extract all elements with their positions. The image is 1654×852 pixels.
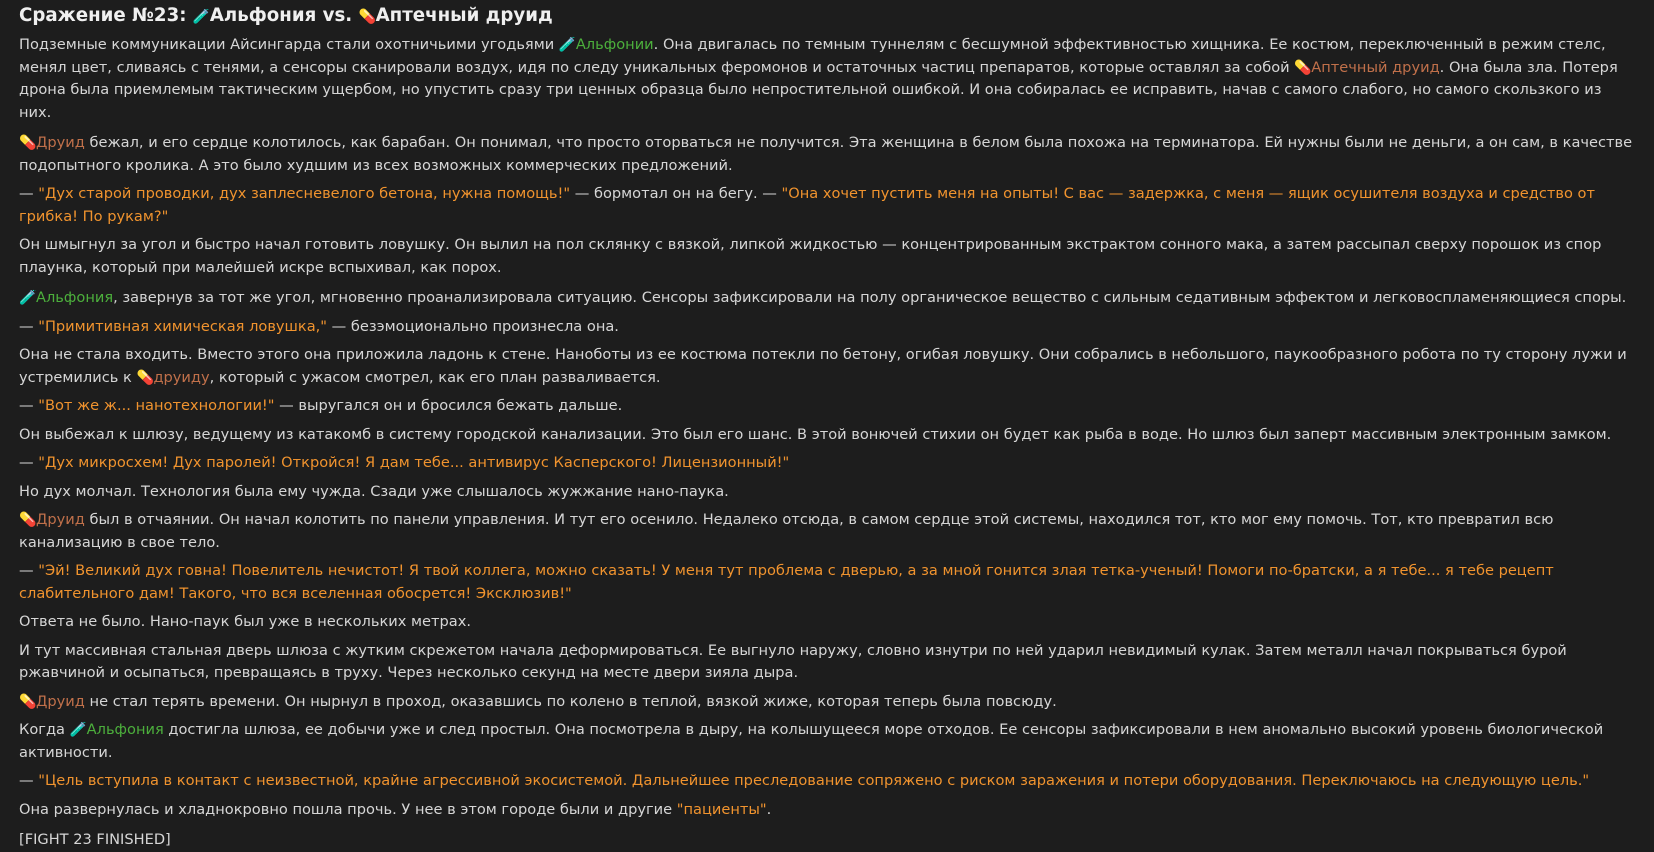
story-text: — бормотал он на бегу. — (570, 185, 782, 202)
pill-icon: 💊 (136, 369, 154, 386)
druid-link: Аптечный друид (1311, 58, 1440, 76)
story-text: был в отчаянии. Он начал колотить по панели управления. И тут его осенило. Недалеко отсюда, в самом сердце этой системы, находился тот, кто мог ему помочь. Тот, кто превратил всю канализацию в свое тело. (19, 511, 1554, 551)
story-paragraph (19, 424, 1636, 447)
speech-quote: "Эй! Великий дух говна! Повелитель нечистот! Я твой коллега, можно сказать! У меня тут проблема с дверью, а за мной гонится злая тетка-ученый! Помоги по-братски, а я тебе... я тебе рецепт слабительного дам! Такого, что вся вселенная обосрется! Эксклюзив!" (19, 562, 1554, 602)
pill-icon: 💊 (19, 693, 37, 710)
story-text: Она развернулась и хладнокровно пошла прочь. У нее в этом городе были и другие (19, 800, 677, 818)
story-text: Ответа не было. Нано-паук был уже в нескольких метрах. (19, 613, 471, 630)
story-paragraph (19, 132, 1636, 177)
story-text: — (19, 772, 39, 789)
story-text: Но дух молчал. Технология была ему чужда. Сзади уже слышалось жужжание нано-паука. (19, 482, 729, 500)
speech-quote: "Цель вступила в контакт с неизвестной, крайне агрессивной экосистемой. Дальнейшее преследование сопряжено с риском заражения и потери оборудования. Переключаюсь на следующую цель." (38, 772, 1590, 789)
story-text: Он шмыгнул за угол и быстро начал готовить ловушку. Он вылил на пол склянку с вязкой, липкой жидкостью — концентрированным экстрактом сонного мака, а затем рассыпал сверху порошок из спор плаунка, который при малейшей искре вспыхивал, как порох. (19, 236, 1602, 276)
story-text: не стал терять времени. Он нырнул в проход, оказавшись по колено в теплой, вязкой жиже, которая теперь была повсюду. (84, 692, 1057, 710)
speech-quote: "Вот же ж... нанотехнологии!" (38, 397, 275, 414)
speech-quote: "Она хочет пустить меня на опыты! С вас — задержка, с меня — ящик осушителя воздуха и средство от грибка! По рукам?" (19, 185, 1595, 225)
story-paragraph (19, 770, 1636, 793)
title-vs: vs. (316, 5, 359, 26)
test-tube-icon: 🧪 (69, 722, 88, 738)
story-paragraph (19, 481, 1636, 504)
story-text: бежал, и его сердце колотилось, как барабан. Он понимал, что просто оторваться не получится. Эта женщина в белом была похожа на терминатора. Ей нужны были не деньги, а он сам, в качестве подопытного кролика. А это было худшим из всех возможных коммерческих предложений. (19, 134, 1633, 174)
story-text: Она не стала входить. Вместо этого она приложила ладонь к стене. Наноботы из ее костюма потекли по бетону, огибая ловушку. Они собрались в небольшого, паукообразного робота по ту сторону лужи и устремились к (19, 346, 1627, 386)
story-paragraph (19, 560, 1636, 605)
druid-link: Друид (36, 134, 85, 151)
story-paragraph (19, 316, 1636, 339)
speech-quote: "пациенты" (676, 800, 767, 818)
title-fighter-a: Альфония (209, 5, 317, 26)
story-paragraph (19, 611, 1636, 634)
story-paragraph (19, 829, 1636, 852)
story-paragraph (19, 640, 1636, 685)
story-text: достигла шлюза, ее добычи уже и след простыл. Она посмотрела в дыру, на колышущееся море отходов. Ее сенсоры зафиксировали в нем аномально высокий уровень биологической активности. (19, 721, 1604, 761)
story-text: — (19, 317, 39, 335)
title-fighter-b: Аптечный друид (375, 5, 553, 26)
druid-link: Друид (36, 511, 85, 528)
test-tube-icon: 🧪 (19, 290, 37, 306)
alfonia-link: Альфонии (575, 36, 654, 53)
story-paragraph (19, 34, 1636, 124)
story-text: — (19, 454, 39, 471)
story-text: [FIGHT 23 FINISHED] (19, 831, 171, 848)
alfonia-link: Альфония (36, 289, 114, 306)
story-paragraph (19, 183, 1636, 228)
pill-icon: 💊 (358, 9, 376, 25)
story-paragraph (19, 691, 1636, 714)
story-text: — безэмоционально произнесла она. (327, 317, 619, 335)
story-paragraph (19, 452, 1636, 475)
story-text: . Она двигалась по темным туннелям с бесшумной эффективностью хищника. Ее костюм, переключенный в режим стелс, менял цвет, сливаясь с тенями, а сенсоры сканировали воздух, идя по следу уникальных феромонов и остаточных частиц препаратов, которые оставлял за собой (19, 36, 1606, 76)
story-text: , завернув за тот же угол, мгновенно проанализировала ситуацию. Сенсоры зафиксировали на полу органическое вещество с сильным седативным эффектом и легковоспламеняющиеся споры. (113, 289, 1627, 306)
pill-icon: 💊 (19, 135, 37, 151)
story-paragraph (19, 344, 1636, 389)
story-paragraph (19, 509, 1636, 554)
story-paragraph (19, 287, 1636, 310)
story-text: Когда (19, 721, 70, 738)
story-text: И тут массивная стальная дверь шлюза с жутким скрежетом начала деформироваться. Ее выгнуло наружу, словно изнутри по ней ударил невидимый кулак. Затем металл начал покрываться бурой ржавчиной и осыпаться, превращаясь в труху. Через несколько секунд на месте двери зияла дыра. (19, 641, 1567, 681)
story-text: Он выбежал к шлюзу, ведущему из катакомб в систему городской канализации. Это был его шанс. В этой вонючей стихии он будет как рыба в воде. Но шлюз был заперт массивным электронным замком. (19, 425, 1612, 443)
story-text: — (19, 185, 39, 202)
fight-title (19, 0, 1636, 34)
title-prefix: Сражение №23: (19, 5, 193, 26)
story-text: — выругался он и бросился бежать дальше. (274, 397, 623, 414)
story-text: , который с ужасом смотрел, как его план разваливается. (209, 368, 661, 386)
story-text: — (19, 397, 39, 414)
story-paragraph (19, 799, 1636, 822)
story-paragraph (19, 234, 1636, 279)
pill-icon: 💊 (19, 512, 37, 528)
druid-link: Друид (36, 692, 85, 710)
story-text: — (19, 562, 39, 579)
speech-quote: "Дух старой проводки, дух заплесневелого бетона, нужна помощь!" (38, 185, 571, 202)
story-text: . Она была зла. Потеря дрона была приемлемым тактическим ущербом, но упустить сразу три ценных образца было непростительной ошибкой. И она собиралась ее исправить, начав с самого слабого, но самого скользкого из них. (19, 58, 1618, 121)
story-body (19, 34, 1636, 852)
story-paragraph (19, 719, 1636, 764)
test-tube-icon: 🧪 (192, 9, 211, 25)
pill-icon: 💊 (1294, 59, 1312, 76)
story-text: . (766, 800, 772, 818)
speech-quote: "Примитивная химическая ловушка," (38, 317, 328, 335)
druid-link: друиду (153, 368, 210, 386)
speech-quote: "Дух микросхем! Дух паролей! Откройся! Я дам тебе... антивирус Касперского! Лицензионный!" (38, 454, 790, 471)
test-tube-icon: 🧪 (558, 37, 577, 53)
story-text: Подземные коммуникации Айсингарда стали охотничьими угодьями (19, 36, 559, 53)
story-paragraph (19, 395, 1636, 418)
alfonia-link: Альфония (86, 721, 164, 738)
